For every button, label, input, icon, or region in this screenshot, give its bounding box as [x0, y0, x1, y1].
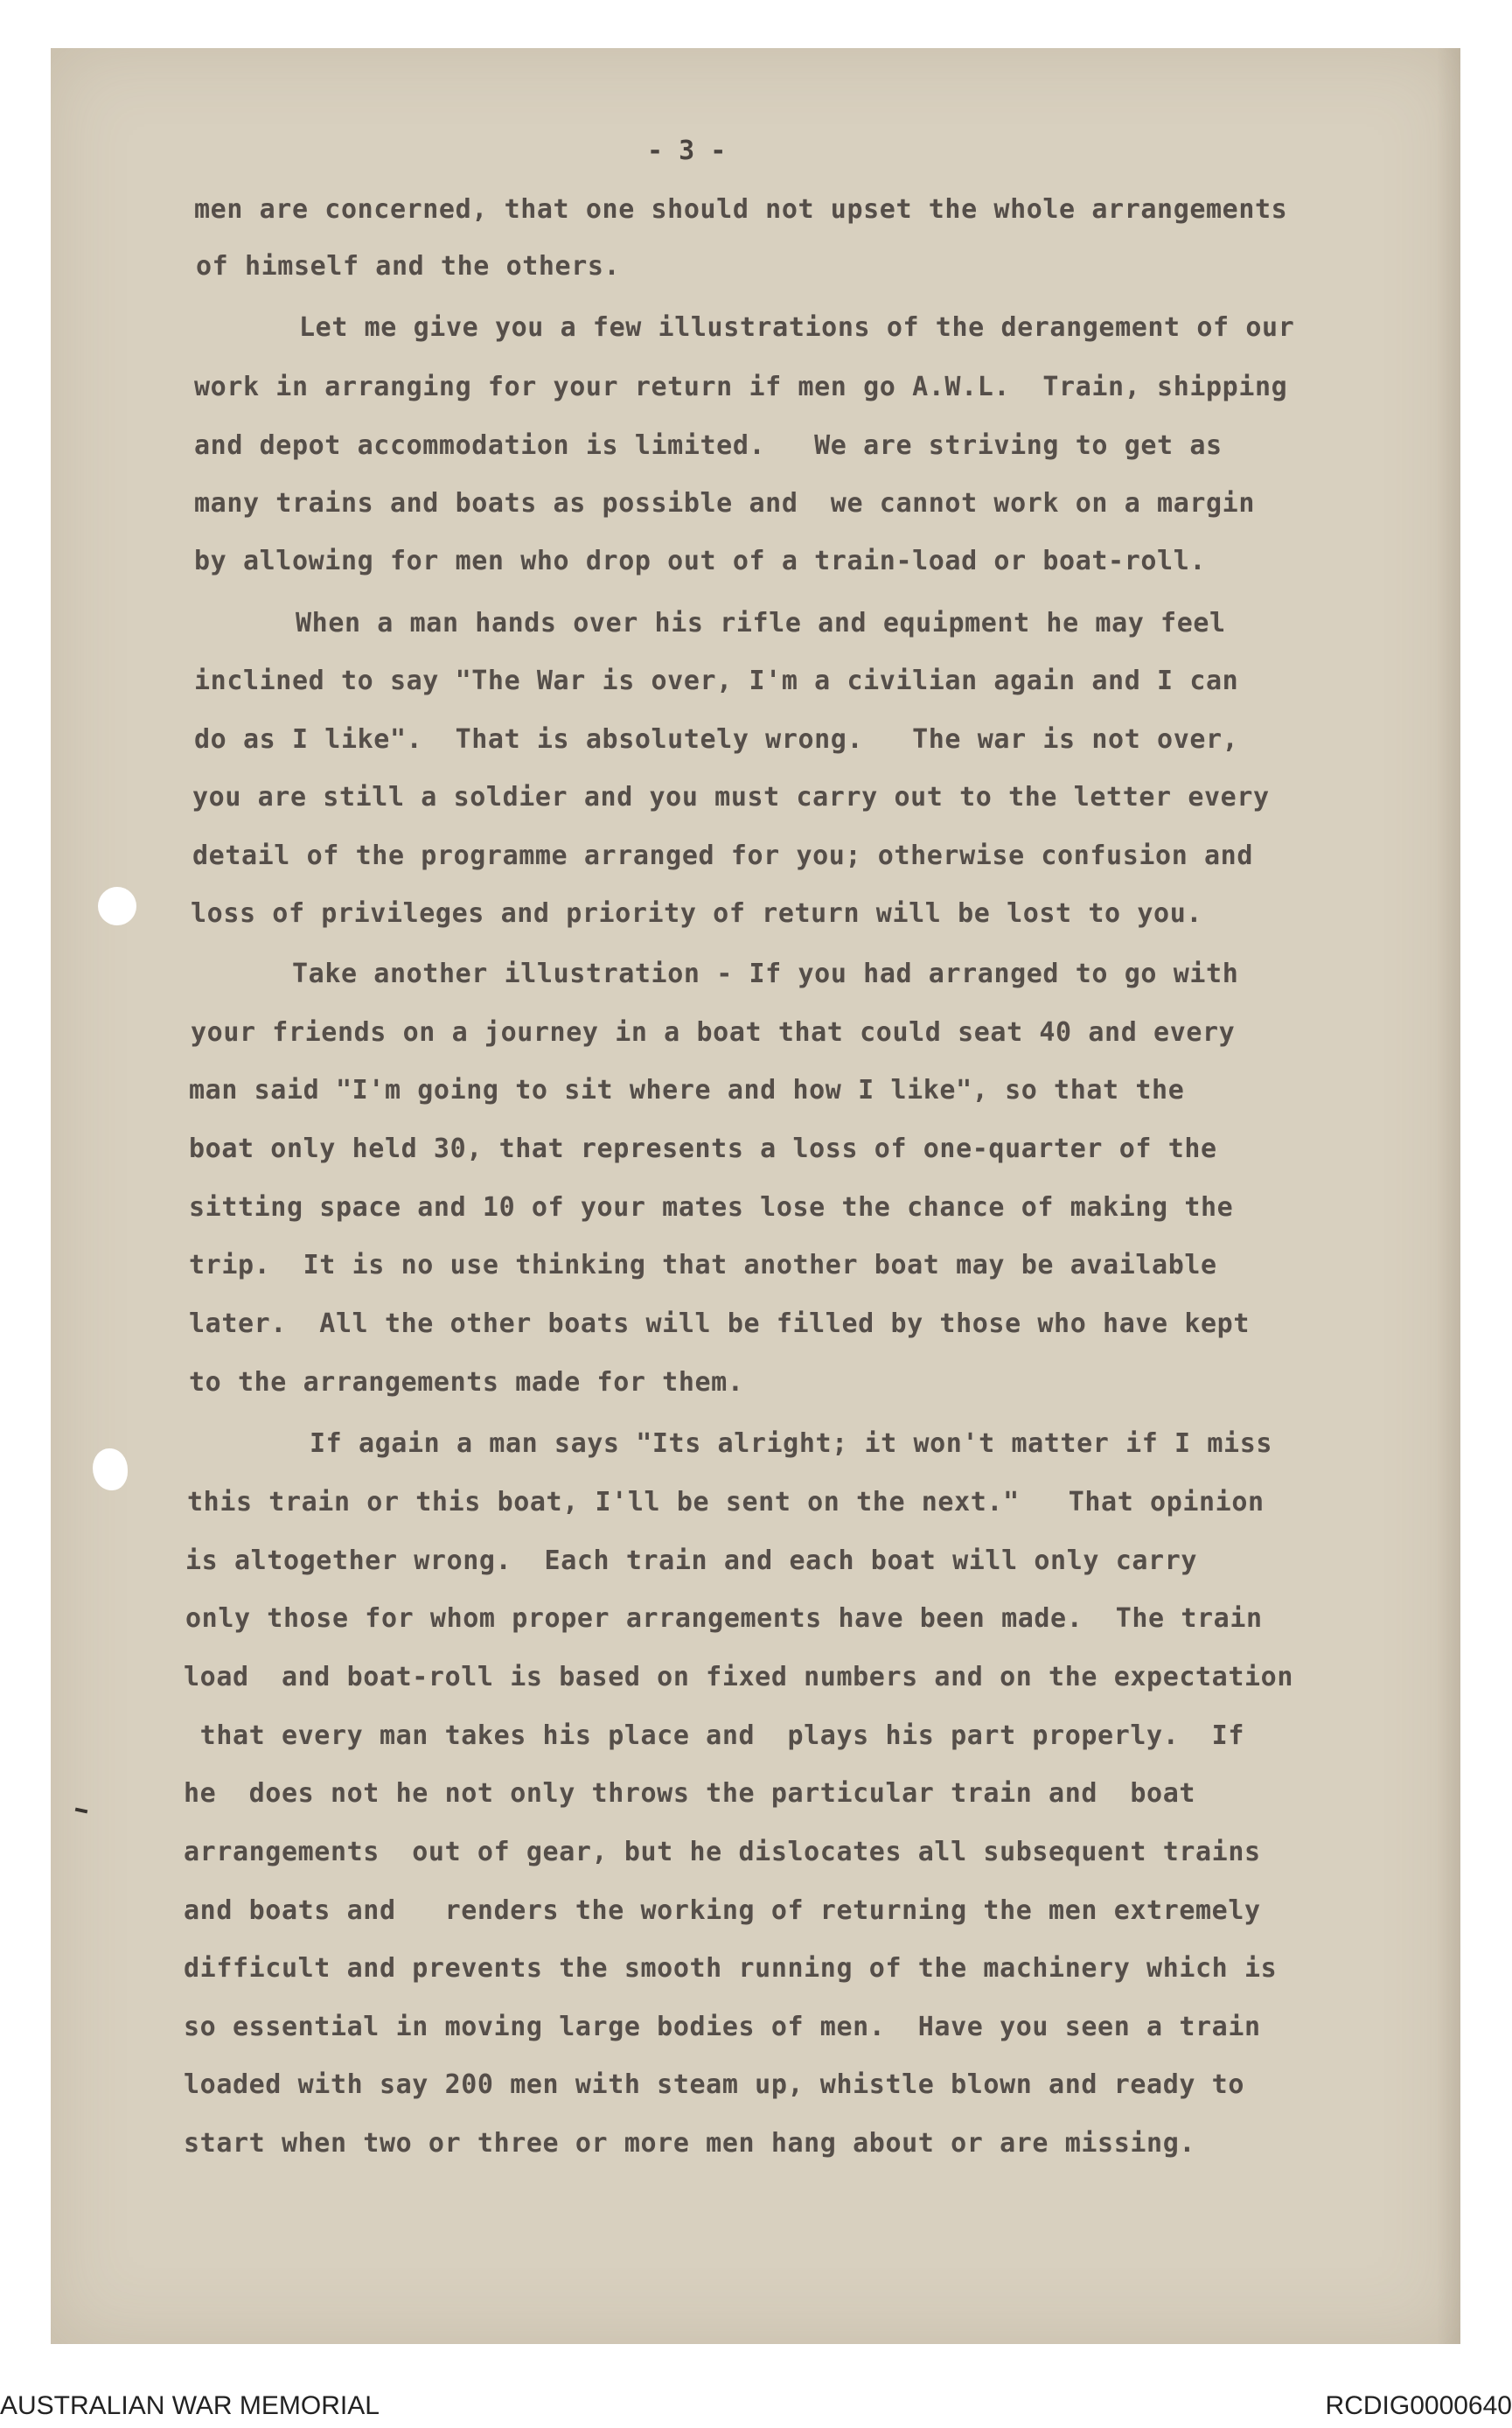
text-line: this train or this boat, I'll be sent on the next." That opinion	[187, 1487, 1265, 1518]
text-line: inclined to say "The War is over, I'm a civilian again and I can	[194, 666, 1239, 696]
footer-identifier: RCDIG0000640	[1325, 2391, 1512, 2420]
paper-edge-shadow	[1437, 48, 1460, 2344]
text-line: boat only held 30, that represents a loss of one-quarter of the	[189, 1134, 1217, 1164]
text-line: many trains and boats as possible and we cannot work on a margin	[194, 488, 1255, 519]
footer-institution: AUSTRALIAN WAR MEMORIAL	[0, 2391, 380, 2420]
text-line: start when two or three or more men hang about or are missing.	[184, 2128, 1196, 2159]
text-line: of himself and the others.	[196, 251, 621, 282]
text-line: load and boat-roll is based on fixed numbers and on the expectation	[184, 1662, 1293, 1692]
text-line: loaded with say 200 men with steam up, whistle blown and ready to	[184, 2069, 1244, 2100]
text-line: you are still a soldier and you must carry out to the letter every	[192, 782, 1270, 813]
text-line: by allowing for men who drop out of a train-load or boat-roll.	[194, 546, 1207, 576]
text-line: and depot accommodation is limited. We are striving to get as	[194, 430, 1223, 461]
paragraph-first-line: If again a man says "Its alright; it won't matter if I miss	[310, 1428, 1273, 1459]
text-line: only those for whom proper arrangements have been made. The train	[185, 1603, 1263, 1634]
text-line: work in arranging for your return if men go A.W.L. Train, shipping	[194, 372, 1288, 402]
punch-hole-top	[98, 887, 136, 925]
text-line: do as I like". That is absolutely wrong. The war is not over,	[194, 724, 1239, 755]
text-line: arrangements out of gear, but he dislocates all subsequent trains	[184, 1837, 1261, 1867]
text-line: so essential in moving large bodies of men. Have you seen a train	[184, 2012, 1261, 2042]
text-line: your friends on a journey in a boat that could seat 40 and every	[191, 1017, 1236, 1048]
text-line: men are concerned, that one should not upset the whole arrangements	[194, 194, 1288, 225]
text-line: detail of the programme arranged for you; otherwise confusion and	[192, 841, 1253, 871]
text-line: to the arrangements made for them.	[189, 1367, 744, 1398]
text-line: loss of privileges and priority of return will be lost to you.	[191, 898, 1203, 929]
text-line: is altogether wrong. Each train and each boat will only carry	[185, 1545, 1198, 1576]
paragraph-first-line: Take another illustration - If you had arranged to go with	[292, 959, 1239, 989]
page-number: - 3 -	[647, 136, 727, 166]
text-line: that every man takes his place and plays his part properly. If	[184, 1720, 1244, 1751]
text-line: later. All the other boats will be filled by those who have kept	[189, 1308, 1250, 1339]
text-line: he does not he not only throws the particular train and boat	[184, 1778, 1196, 1809]
text-line: and boats and renders the working of returning the men extremely	[184, 1895, 1261, 1926]
text-line: trip. It is no use thinking that another boat may be available	[189, 1250, 1217, 1280]
text-line: man said "I'm going to sit where and how I like", so that the	[189, 1075, 1185, 1106]
paragraph-first-line: Let me give you a few illustrations of the derangement of our	[299, 312, 1295, 343]
paragraph-first-line: When a man hands over his rifle and equipment he may feel	[296, 608, 1226, 638]
text-line: sitting space and 10 of your mates lose the chance of making the	[189, 1192, 1234, 1223]
punch-hole-bottom	[93, 1448, 128, 1490]
text-line: difficult and prevents the smooth running of the machinery which is	[184, 1953, 1278, 1984]
